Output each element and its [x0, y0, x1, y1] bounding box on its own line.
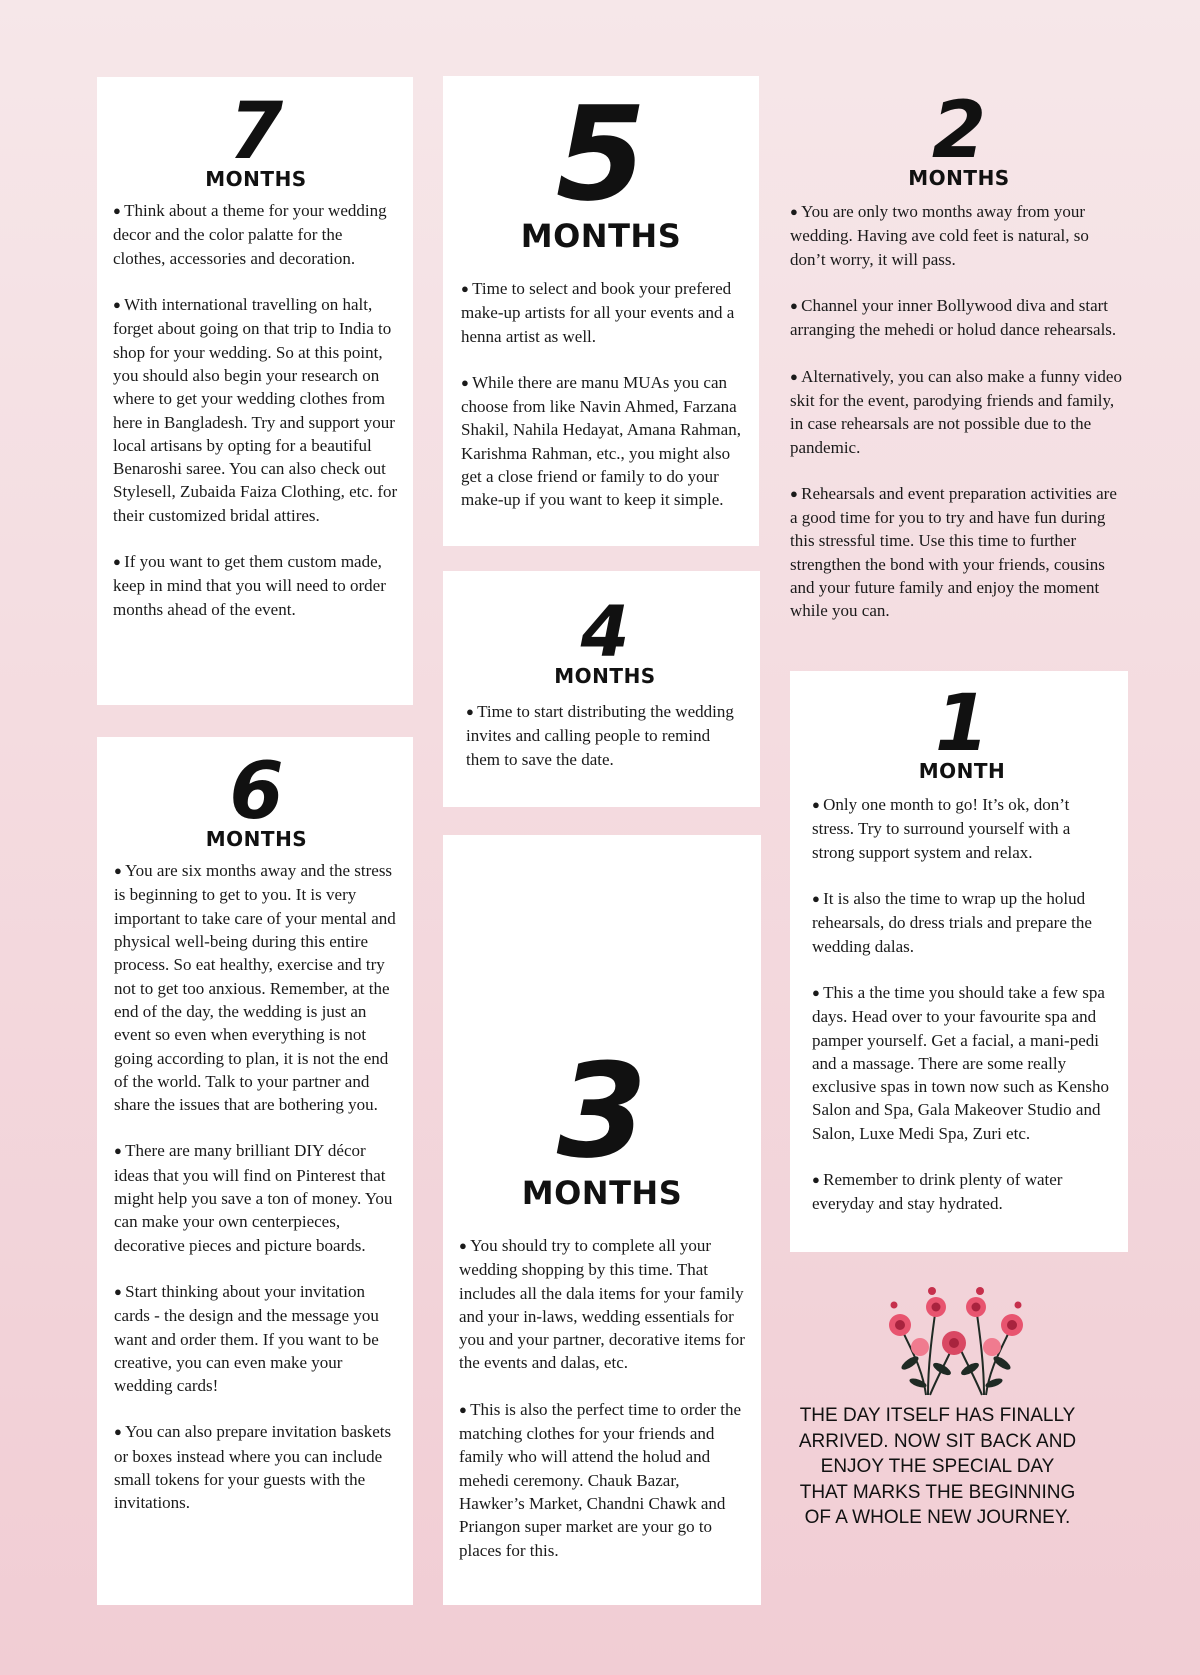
card-4-months: [443, 571, 760, 807]
tips-list: [114, 859, 399, 1514]
list-item: ● Think about a theme for your wedding decor and the color palatte for the clothes, accessories and decoration.: [113, 199, 399, 270]
closing-message: THE DAY ITSELF HAS FINALLY ARRIVED. NOW SIT BACK AND ENJOY THE SPECIAL DAY THAT MARKS THE BEGINNING OF A WHOLE NEW JOURNEY.: [798, 1405, 1077, 1528]
card-2-months: [790, 76, 1128, 656]
tips-list: [790, 200, 1128, 622]
months-label: MONTH: [918, 759, 1006, 784]
list-item: ● You are only two months away from your wedding. Having ave cold feet is natural, so don’t worry, it will pass.: [790, 200, 1128, 271]
card-header: [812, 679, 1112, 784]
list-item: ● If you want to get them custom made, keep in mind that you will need to order months ahead of the event.: [113, 550, 399, 621]
list-item: ● Channel your inner Bollywood diva and start arranging the mehedi or holud dance rehearsals.: [790, 294, 1128, 342]
tips-list: [459, 1234, 745, 1562]
list-item: ● There are many brilliant DIY décor ideas that you will find on Pinterest that might help you save a ton of money. You can make your own centerpieces, decorative pieces and picture boards.: [114, 1139, 399, 1256]
months-label: MONTHS: [520, 217, 682, 255]
months-label: MONTHS: [908, 166, 1010, 191]
tips-list: [461, 277, 741, 512]
list-item: ● You should try to complete all your wedding shopping by this time. That includes all the dala items for your family and your in-laws, wedding essentials for you and your partner, decorative items for the events and dalas, etc.: [459, 1234, 745, 1375]
card-header: [461, 78, 741, 255]
list-item: ● This a the time you should take a few spa days. Head over to your favourite spa and pamper yourself. Get a facial, a mani-pedi and a massage. There are some really exclusive spas in town now such as Kensho Salon and Spa, Gala Makeover Studio and Salon, Luxe Medi Spa, Zuri etc.: [812, 981, 1112, 1145]
flowers-icon: [888, 1285, 1024, 1397]
card-header: [466, 591, 744, 688]
months-label: MONTHS: [521, 1174, 683, 1212]
months-number: 4: [580, 591, 630, 673]
months-number: 7: [228, 87, 284, 177]
list-item: ● This is also the perfect time to order the matching clothes for your friends and family who will attend the holud and mehedi ceremony. Chauk Bazar, Hawker’s Market, Chandni Chawk and Priangon super market are your go to places for this.: [459, 1398, 745, 1562]
card-1-month: [790, 671, 1128, 1252]
list-item: ● It is also the time to wrap up the holud rehearsals, do dress trials and prepare the wedding dalas.: [812, 887, 1112, 958]
card-6-months: [97, 737, 413, 1605]
list-item: ● Start thinking about your invitation cards - the design and the message you want and order them. If you want to be creative, you can even make your wedding cards!: [114, 1280, 399, 1397]
months-number: 3: [556, 1035, 648, 1187]
list-item: ● You can also prepare invitation baskets or boxes instead where you can include small tokens for your guests with the invitations.: [114, 1420, 399, 1514]
tips-list: [113, 199, 399, 621]
list-item: ● While there are manu MUAs you can choose from like Navin Ahmed, Farzana Shakil, Nahila Hedayat, Amana Rahman, Karishma Rahman, etc., you might also get a close friend or family to do your make-up if you want to keep it simple.: [461, 371, 741, 512]
tips-list: [466, 700, 744, 771]
months-number: 5: [555, 78, 647, 230]
months-label: MONTHS: [205, 167, 307, 192]
months-label: MONTHS: [554, 664, 656, 688]
card-7-months: [97, 77, 413, 705]
list-item: ● With international travelling on halt, forget about going on that trip to India to shop for your wedding. So at this point, you should also begin your research on where to get your wedding clothes from here in Bangladesh. Try and support your local artisans by opting for a beautiful Benaroshi saree. You can also check out Stylesell, Zubaida Faiza Clothing, etc. for their customized bridal attires.: [113, 293, 399, 527]
months-label: MONTHS: [205, 827, 308, 852]
tips-list: [812, 793, 1112, 1215]
months-number: 1: [934, 679, 990, 769]
list-item: ● Alternatively, you can also make a funny video skit for the event, parodying friends and family, in case rehearsals are not possible due to the pandemic.: [790, 365, 1128, 459]
card-header: [790, 86, 1128, 191]
list-item: ● Time to start distributing the wedding invites and calling people to remind them to save the date.: [466, 700, 744, 771]
list-item: ● Remember to drink plenty of water everyday and stay hydrated.: [812, 1168, 1112, 1216]
card-header: [114, 747, 399, 852]
months-number: 6: [229, 747, 284, 837]
list-item: ● Only one month to go! It’s ok, don’t stress. Try to surround yourself with a strong support system and relax.: [812, 793, 1112, 864]
list-item: ● Rehearsals and event preparation activities are a good time for you to try and have fun during this stressful time. Use this time to further strengthen the bond with your friends, cousins and your future family and enjoy the moment while you can.: [790, 482, 1128, 623]
months-number: 2: [931, 86, 987, 176]
list-item: ● Time to select and book your prefered make-up artists for all your events and a henna artist as well.: [461, 277, 741, 348]
card-3-months: [443, 835, 761, 1605]
card-5-months: [443, 76, 759, 546]
list-item: ● You are six months away and the stress is beginning to get to you. It is very important to take care of your mental and physical well-being during this entire process. So eat healthy, exercise and try not to get too anxious. Remember, at the end of the day, the wedding is just an event so even when everything is not going according to plan, it is not the end of the world. Talk to your partner and share the issues that are bothering you.: [114, 859, 399, 1116]
card-header: [113, 87, 399, 192]
card-header: [459, 1035, 745, 1212]
